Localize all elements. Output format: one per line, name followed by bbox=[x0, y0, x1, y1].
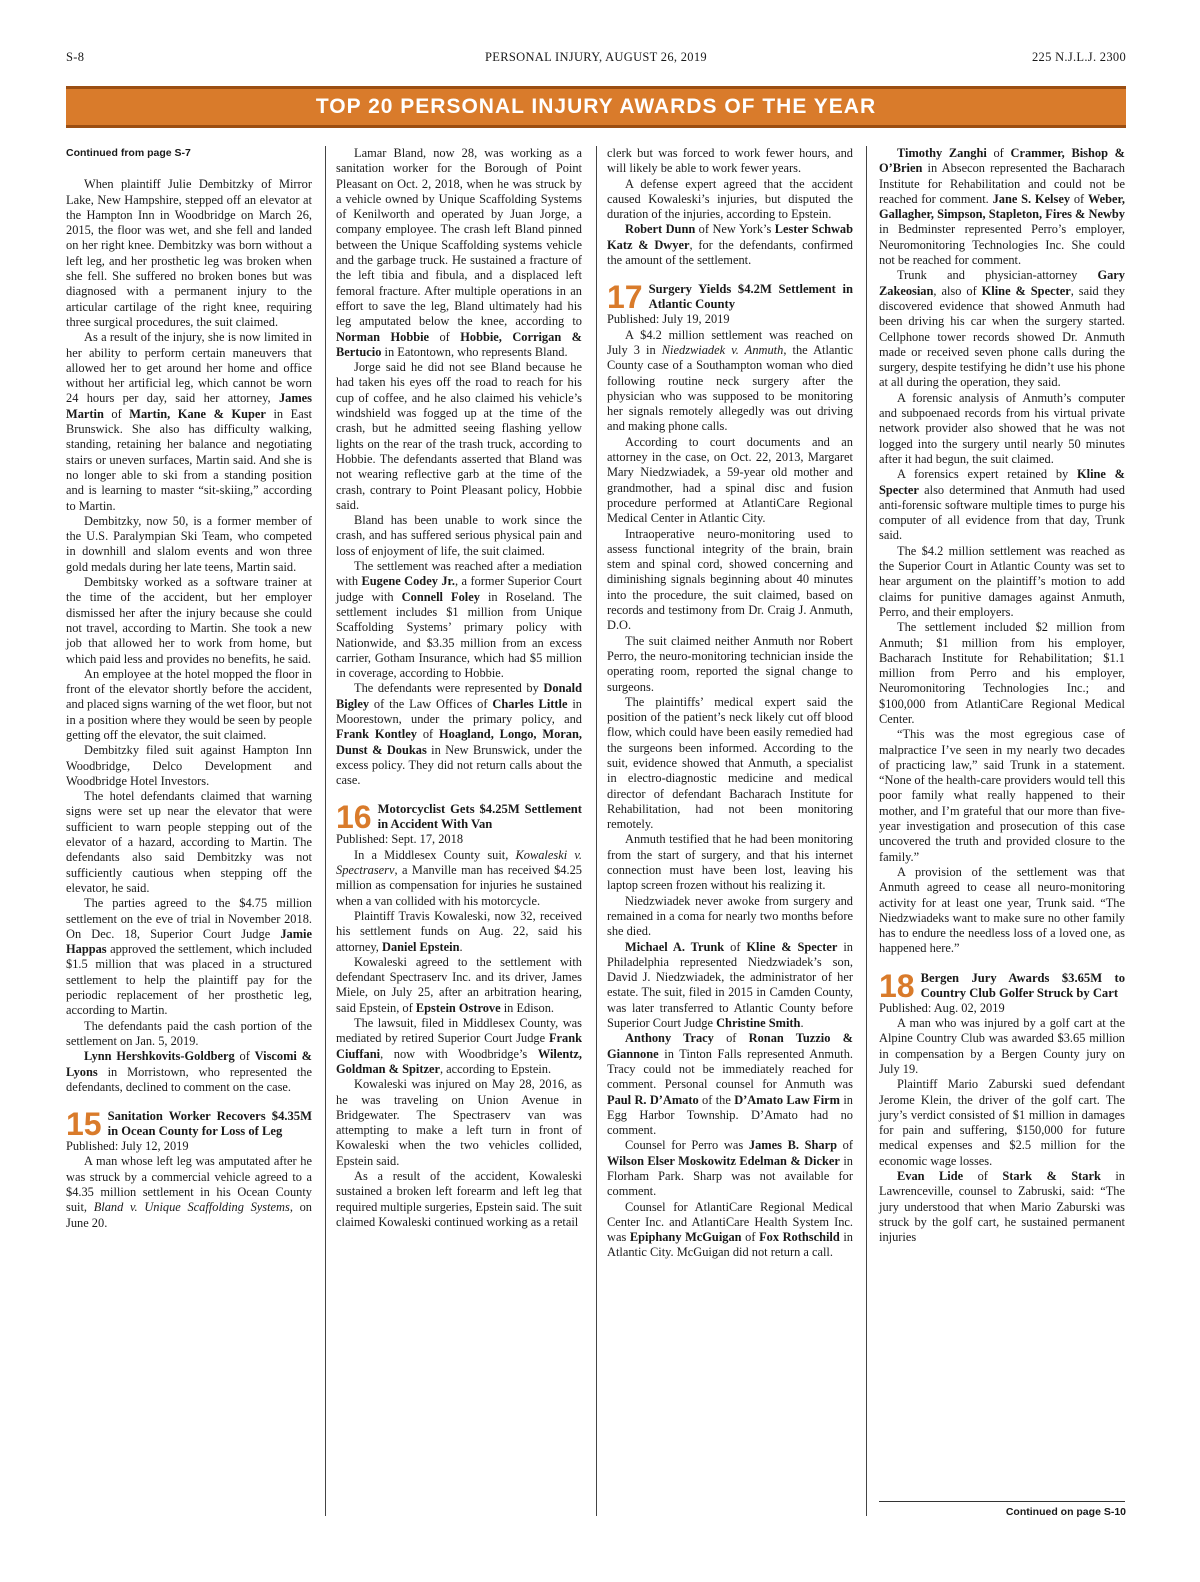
column-2: Lamar Bland, now 28, was working as a sanitation worker for the Borough of Point Pleasant on Oct. 2, 2018, when he was struck by a vehicle owned by Unique Scaffolding Systems of Kenilworth and operated by Juan Jorge, a company employee. The crash left Bland pinned between the Unique Scaffolding systems vehicle and the garbage truck. He sustained a fracture of the left tibia and fibula, and a displaced left femoral fracture. After multiple operations in an effort to save the leg, Bland ultimately had his leg amputated below the knee, according to Norman Hobbie of Hobbie, Corrigan & Bertucio in Eatontown, who represents Bland. Jorge said he did not see Bland because he had taken his eyes off the road to reach for his cup of coffee, and he also claimed his vehicle’s windshield was fogged up at the time of the crash, but he admitted seeing flashing yellow lights on the rear of the trash truck, according to Hobbie. The defendants asserted that Bland was not wearing reflective garb at the time of the crash, contrary to Point Pleasant policy, Hobbie said. Bland has been unable to work since the crash, and has suffered serious physical pain and loss of enjoyment of life, the suit claimed. The settlement was reached after a mediation with Eugene Codey Jr., a former Superior Court judge with Connell Foley in Roseland. The settlement includes $1 million from Unique Scaffolding Systems’ primary policy with Nationwide, and $3.35 million from an excess carrier, Gotham Insurance, which had $5 million in coverage, according to Hobbie. The defendants were represented by Donald Bigley of the Law Offices of Charles Little in Moorestown, under the primary policy, and Frank Kontley of Hoagland, Longo, Moran, Dunst & Doukas in New Brunswick, under the excess policy. They did not return calls about the case. 16 Motorcyclist Gets $4.25M Settlement in Accident With Van Published: Sept. 17, 2018 In a Middlesex County suit, Kowaleski v. Spectraserv, a Manville man has received $4.25 million as compensation for injuries he sustained when a van collided with his motorcycle. Plaintiff Travis Kowaleski, now 32, received his settlement funds on Aug. 22, said his attorney, Daniel Epstein. Kowaleski agreed to the settlement with defendant Spectraserv Inc. and its driver, James Miele, on July 25, after an arbitration hearing, said Epstein, of Epstein Ostrove in Edison. The lawsuit, filed in Middlesex County, was mediated by retired Superior Court Judge Frank Ciuffani, now with Woodbridge’s Wilentz, Goldman & Spitzer, according to Epstein. Kowaleski was injured on May 28, 2016, as he was traveling on Union Avenue in Bridgewater. The Spectraserv van was attempting to make a left turn in front of Kowaleski when the two vehicles collided, Epstein said. As a result of the accident, Kowaleski sustained a broken left forearm and left leg that required multiple surgeries, Epstein said. The suit claimed Kowaleski continued working as a retail bbox=[336, 146, 582, 1229]
story-published: Published: July 12, 2019 bbox=[66, 1139, 189, 1154]
story-published: Published: Aug. 02, 2019 bbox=[879, 1000, 1005, 1015]
continued-on: Continued on page S-10 bbox=[1005, 1506, 1126, 1518]
story-heading bbox=[607, 279, 853, 316]
story-number: 18 bbox=[879, 967, 915, 1004]
section-title: PERSONAL INJURY, AUGUST 26, 2019 bbox=[485, 50, 707, 64]
page-header bbox=[66, 50, 1126, 70]
column-4: Timothy Zanghi of Crammer, Bishop & O’Brien in Absecon represented the Bacharach Institute for Rehabilitation and could not be reached for comment. Jane S. Kelsey of Weber, Gallagher, Simpson, Stapleton, Fires & Newby in Bedminster represented Perro’s employer, Neuromonitoring Technologies Inc. She could not be reached for comment. Trunk and physician-attorney Gary Zakeosian, also of Kline & Specter, said they discovered evidence that showed Anmuth had been driving his car when the surgery started. Cellphone tower records showed Dr. Anmuth made or received seven phone calls during the surgery, despite testifying he didn’t use his phone at all during the operation, they said. A forensic analysis of Anmuth’s computer and subpoenaed records from his virtual private network provider also showed that he was not logged into the surgery until nearly 50 minutes after it had begun, the suit claimed. A forensics expert retained by Kline & Specter also determined that Anmuth had used anti-forensic software multiple times to purge his computer of all evidence from that day, Trunk said. The $4.2 million settlement was reached as the Superior Court in Atlantic County was set to hear argument on the plaintiff’s motion to add claims for punitive damages against Anmuth, Perro, and their employers. The settlement included $2 million from Anmuth; $1 million from his employer, Bacharach Institute for Rehabilitation; $1.1 million from Perro and his employer, Neuromonitoring Technologies Inc.; and $100,000 from AtlantiCare Regional Medical Center. “This was the most egregious case of malpractice I’ve seen in my nearly two decades of practicing law,” said Trunk in a statement. “None of the health-care providers would tell this poor family what really happened to their mother, and I’m grateful that our more than five-year investigation and prosecution of this case uncovered the truth and provided closure to the family.” A provision of the settlement was that Anmuth agreed to cease all neuro-monitoring activity for at least one year, Trunk said. “The Niedzwiadeks want to make sure no other family has to endure the needless loss of a loved one, as happened here.” 18 Bergen Jury Awards $3.65M to Country Club Golfer Struck by Cart Published: Aug. 02, 2019 A man who was injured by a golf cart at the Alpine Country Club was awarded $3.65 million in compensation by a Bergen County jury on July 19. Plaintiff Mario Zaburski sued defendant Jerome Klein, the driver of the golf cart. The jury’s verdict consisted of $1 million in damages for pain and suffering, $150,000 for future medical expenses and $2.5 million for the economic wage losses. Evan Lide of Stark & Stark in Lawrenceville, counsel to Zabruski, said: “The jury understood that when Mario Zaburski was struck by the golf cart, he sustained permanent injuries bbox=[879, 146, 1126, 1245]
column-1: Continued from page S-7 When plaintiff Julie Dembitzky of Mirror Lake, New Hampshire, stepped off an elevator at the Hampton Inn in Woodbridge on March 26, 2015, the floor was wet, and she fell and landed on her right knee. Dembitzky was born without a left leg, and her prosthetic leg was broken when she fell. She suffered no broken bones but was diagnosed with a permanent injury to the articular cartilage of the right knee, requiring three surgical procedures, the suit claimed. As a result of the injury, she is now limited in her ability to perform certain maneuvers that allowed her to get around her home and office without her artificial leg, which cannot be worn 24 hours per day, said her attorney, James Martin of Martin, Kane & Kuper in East Brunswick. She also has difficulty walking, standing, retaining her balance and negotiating stairs or uneven surfaces, Martin said. And she is no longer able to ski from a standing position and is learning to master “sit-skiing,” according to Martin. Dembitzky, now 50, is a former member of the U.S. Paralympian Ski Team, who competed in downhill and slalom events and won three gold medals during her late teens, Martin said. Dembitsky worked as a software trainer at the time of the accident, but her employer dismissed her after the injury because she could not travel, according to Martin. She took a new job that allowed her to work from home, but which paid less and provides no benefits, he said. An employee at the hotel mopped the floor in front of the elevator shortly before the accident, and placed signs warning of the wet floor, but not in a position where they would be seen by people getting off the elevator, the suit claimed. Dembitzky filed suit against Hampton Inn Woodbridge, Delco Development and Woodbridge Hotel Investors. The hotel defendants claimed that warning signs were set up near the elevator that were sufficient to warn people stepping out of the elevator of a hazard, according to Martin. The defendants also said Dembitzky was not sufficiently cautious when stepping off the elevator, he said. The parties agreed to the $4.75 million settlement on the eve of trial in November 2018. On Dec. 18, Superior Court Judge Jamie Happas approved the settlement, which included $1.5 million that was placed in a structured settlement to help the plaintiff pay for the periodic replacement of her prosthetic leg, according to Martin. The defendants paid the cash portion of the settlement on Jan. 5, 2019. Lynn Hershkovits-Goldberg of Viscomi & Lyons in Morristown, who represented the defendants, declined to comment on the case. 15 Sanitation Worker Recovers $4.35M in Ocean County for Loss of Leg Published: July 12, 2019 A man whose left leg was amputated after he was struck by a commercial vehicle agreed to a $4.35 million settlement in his Ocean County suit, Bland v. Unique Scaffolding Systems, on June 20. bbox=[66, 147, 312, 1230]
column-rule bbox=[325, 146, 326, 1516]
story-published: Published: July 19, 2019 bbox=[607, 312, 730, 327]
story-headline: Bergen Jury Awards $3.65M to Country Club Golfer Struck by Cart bbox=[920, 970, 1125, 1000]
continued-from: Continued from page S-7 bbox=[66, 147, 191, 159]
story-headline: Sanitation Worker Recovers $4.35M in Ocean County for Loss of Leg bbox=[107, 1109, 312, 1139]
column-rule bbox=[866, 146, 867, 1516]
story-heading bbox=[66, 1106, 312, 1143]
story-number: 16 bbox=[336, 799, 372, 836]
story-number: 15 bbox=[66, 1106, 102, 1143]
section-banner: TOP 20 PERSONAL INJURY AWARDS OF THE YEAR bbox=[66, 86, 1126, 128]
story-number: 17 bbox=[607, 279, 643, 316]
story-headline: Motorcyclist Gets $4.25M Settlement in Accident With Van bbox=[377, 802, 582, 832]
footer-rule bbox=[879, 1501, 1125, 1502]
story-heading bbox=[336, 799, 582, 836]
column-rule bbox=[596, 146, 597, 1516]
story-published: Published: Sept. 17, 2018 bbox=[336, 832, 464, 847]
story-heading bbox=[879, 967, 1125, 1004]
page-number: S-8 bbox=[66, 50, 85, 64]
column-3: clerk but was forced to work fewer hours, and will likely be able to work fewer years. A defense expert agreed that the accident caused Kowaleski’s injuries, but disputed the duration of the injuries, according to Epstein. Robert Dunn of New York’s Lester Schwab Katz & Dwyer, for the defendants, confirmed the amount of the settlement. 17 Surgery Yields $4.2M Settlement in Atlantic County Published: July 19, 2019 A $4.2 million settlement was reached on July 3 in Niedzwiadek v. Anmuth, the Atlantic County case of a Southampton woman who died following routine neck surgery after the physician who was supposed to be monitoring her signals remotely allegedly was out driving and making phone calls. According to court documents and an attorney in the case, on Oct. 22, 2013, Margaret Mary Niedzwiadek, a 59-year old mother and grandmother, had a spinal disc and fusion procedure performed at AtlantiCare Regional Medical Center in Atlantic City. Intraoperative neuro-monitoring used to assess functional integrity of the brain, brain stem and spinal cord, showed concerning and diminishing signals beginning about 40 minutes into the procedure, the suit claimed, based on records and testimony from Dr. Craig J. Anmuth, D.O. The suit claimed neither Anmuth nor Robert Perro, the neuro-monitoring technician inside the operating room, reported the signal change to surgeons. The plaintiffs’ medical expert said the position of the patient’s neck likely cut off blood flow, which could have been easily remedied had the surgeons been informed. According to the suit, evidence showed that Anmuth, a specialist in electro-diagnostic medicine and medical director of defendant Bacharach Institute for Rehabilitation, had not been monitoring remotely. Anmuth testified that he had been monitoring from the start of surgery, and that his internet connection must have been lost, leaving his laptop screen frozen without his realizing it. Niedzwiadek never awoke from surgery and remained in a coma for nearly two months before she died. Michael A. Trunk of Kline & Specter in Philadelphia represented Niedzwiadek’s son, David J. Niedzwiadek, the administrator of her estate. The suit, filed in 2015 in Camden County, was later transferred to Atlantic County before Superior Court Judge Christine Smith. Anthony Tracy of Ronan Tuzzio & Giannone in Tinton Falls represented Anmuth. Tracy could not be immediately reached for comment. Personal counsel for Anmuth was Paul R. D’Amato of the D’Amato Law Firm in Egg Harbor Township. D’Amato had no comment. Counsel for Perro was James B. Sharp of Wilson Elser Moskowitz Edelman & Dicker in Florham Park. Sharp was not available for comment. Counsel for AtlantiCare Regional Medical Center Inc. and AtlantiCare Health System Inc. was Epiphany McGuigan of Fox Rothschild in Atlantic City. McGuigan did not return a call. bbox=[607, 146, 853, 1260]
story-headline: Surgery Yields $4.2M Settlement in Atlantic County bbox=[648, 282, 853, 312]
citation: 225 N.J.L.J. 2300 bbox=[1032, 50, 1126, 64]
